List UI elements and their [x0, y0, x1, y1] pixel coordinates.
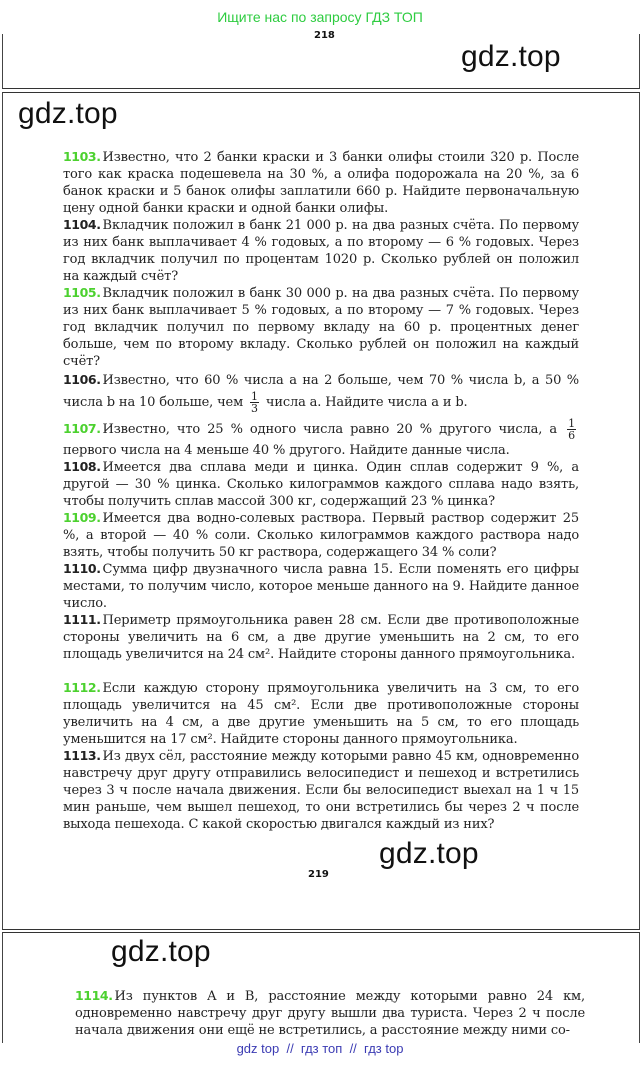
watermark: gdz.top	[461, 40, 561, 73]
problem-text: Известно, что 2 банки краски и 3 банки олифы стоили 320 р. После того как краска подешевела на 30 %, а олифа подорожала на 20 %, за 6 банок краски и 5 банок олифы заплатили 660 р. Найдите первоначальную цену одной банки краски и одной банки олифы.	[63, 150, 579, 216]
page-fragment-220	[2, 932, 640, 1043]
link-gdz-top[interactable]: gdz top	[236, 1041, 280, 1056]
link-gdz-top-mixed[interactable]: гдз top	[364, 1041, 404, 1056]
problem-1104	[63, 216, 579, 285]
problem-text: Вкладчик положил в банк 21 000 р. на два разных счёта. По первому из них банк выплачивает 4 % годовых, а по второму — 6 % годовых. Через год вкладчик получил по процентам 1020 р. Сколько рублей он положил на каждый счёт?	[63, 218, 579, 284]
problem-text: Если каждую сторону прямоугольника увеличить на 3 см, то его площадь увеличится на 45 см². Если две противоположные стороны увеличить на 4 см, а две другие уменьшить на 5 см, то его площадь уменьшится на 17 см². Найдите стороны данного прямоугольника.	[63, 681, 579, 747]
problem-text: Имеется два сплава меди и цинка. Один сплав содержит 9 %, а другой — 30 % цинка. Сколько килограммов каждого сплава надо взять, чтобы получить сплав массой 300 кг, содержащий 23 % цинка?	[63, 460, 579, 509]
problem-number[interactable]: 1104.	[63, 217, 101, 232]
problem-number[interactable]: 1110.	[63, 561, 101, 576]
problem-1111	[63, 611, 579, 663]
problem-1113	[63, 747, 579, 833]
problem-text: Из двух сёл, расстояние между которыми равно 45 км, одновременно навстречу друг другу отправились велосипедист и пешеход и встретились через 3 ч после начала движения. Если бы велосипедист выехал на 1 ч 15 мин раньше, чем вышел пешеход, то они встретились бы через 2 ч после выхода пешехода. С какой скоростью двигался каждый из них?	[63, 749, 579, 832]
page-number-218: 218	[314, 30, 335, 41]
problem-number[interactable]: 1109.	[63, 510, 101, 525]
separator: //	[349, 1041, 357, 1056]
problem-1105	[63, 284, 579, 370]
problem-1110	[63, 560, 579, 612]
problem-number[interactable]: 1108.	[63, 459, 101, 474]
problem-text: первого числа на 4 меньше 40 % другого. Найдите данные числа.	[63, 443, 510, 458]
fraction: $\frac{1}{6}$	[568, 417, 575, 442]
fraction: $\frac{1}{3}$	[251, 390, 258, 415]
watermark: gdz.top	[111, 935, 211, 968]
bottom-links-bar	[0, 1038, 640, 1060]
problem-1109	[63, 509, 579, 561]
problem-text: Известно, что 25 % одного числа равно 20 % другого числа, а	[102, 422, 557, 437]
problem-1107	[63, 418, 579, 460]
separator: //	[286, 1041, 294, 1056]
problem-text: Из пунктов A и B, расстояние между которыми равно 24 км, одновременно навстречу друг другу вышли два туриста. Через 2 ч после начала движения они ещё не встретились, а расстояние между ними со-	[75, 989, 585, 1038]
problem-number[interactable]: 1105.	[63, 285, 101, 300]
problem-text: числа a. Найдите числа a и b.	[265, 395, 468, 410]
problem-1112	[63, 679, 579, 748]
problem-1103	[63, 148, 579, 217]
page-fragment-218	[2, 30, 640, 89]
watermark: gdz.top	[379, 837, 479, 870]
problem-number[interactable]: 1111.	[63, 612, 101, 627]
problem-text: Сумма цифр двузначного числа равна 15. Если поменять его цифры местами, то получим число, которое меньше данного на 9. Найдите данное число.	[63, 562, 579, 611]
problem-1108	[63, 458, 579, 510]
link-gdz-top-ru[interactable]: гдз топ	[300, 1041, 343, 1056]
problem-number[interactable]: 1107.	[63, 421, 101, 436]
problem-1114	[75, 987, 585, 1041]
page-219	[2, 92, 640, 930]
problem-number[interactable]: 1103.	[63, 149, 101, 164]
top-banner: Ищите нас по запросу ГДЗ ТОП	[217, 9, 423, 25]
problem-text: Имеется два водно-солевых раствора. Первый раствор содержит 25 %, а второй — 40 % соли. Сколько килограммов каждого раствора надо взять, чтобы получить 50 кг раствора, содержащего 34 % соли?	[63, 511, 579, 560]
problem-number[interactable]: 1114.	[75, 988, 113, 1003]
problem-1106	[63, 370, 579, 414]
problem-text: Известно, что 60 % числа a на 2 больше, чем 70 % числа b, а 50 % числа b на 10 больше, чем	[63, 373, 579, 410]
problem-text: Периметр прямоугольника равен 28 см. Если две противоположные стороны увеличить на 6 см, а две другие уменьшить на 2 см, то его площадь увеличится на 24 см². Найдите стороны данного прямоугольника.	[63, 613, 579, 662]
problem-number[interactable]: 1113.	[63, 748, 101, 763]
problem-number[interactable]: 1106.	[63, 372, 101, 387]
page-number-219: 219	[308, 869, 329, 880]
problem-text: Вкладчик положил в банк 30 000 р. на два разных счёта. По первому из них банк выплачивает 5 % годовых, а по второму — 7 % годовых. Через год вкладчик получил по первому вкладу на 60 р. процентных денег больше, чем по второму вкладу. Сколько рублей он положил на каждый счёт?	[63, 286, 579, 369]
problem-number[interactable]: 1112.	[63, 680, 101, 695]
watermark: gdz.top	[18, 97, 118, 130]
